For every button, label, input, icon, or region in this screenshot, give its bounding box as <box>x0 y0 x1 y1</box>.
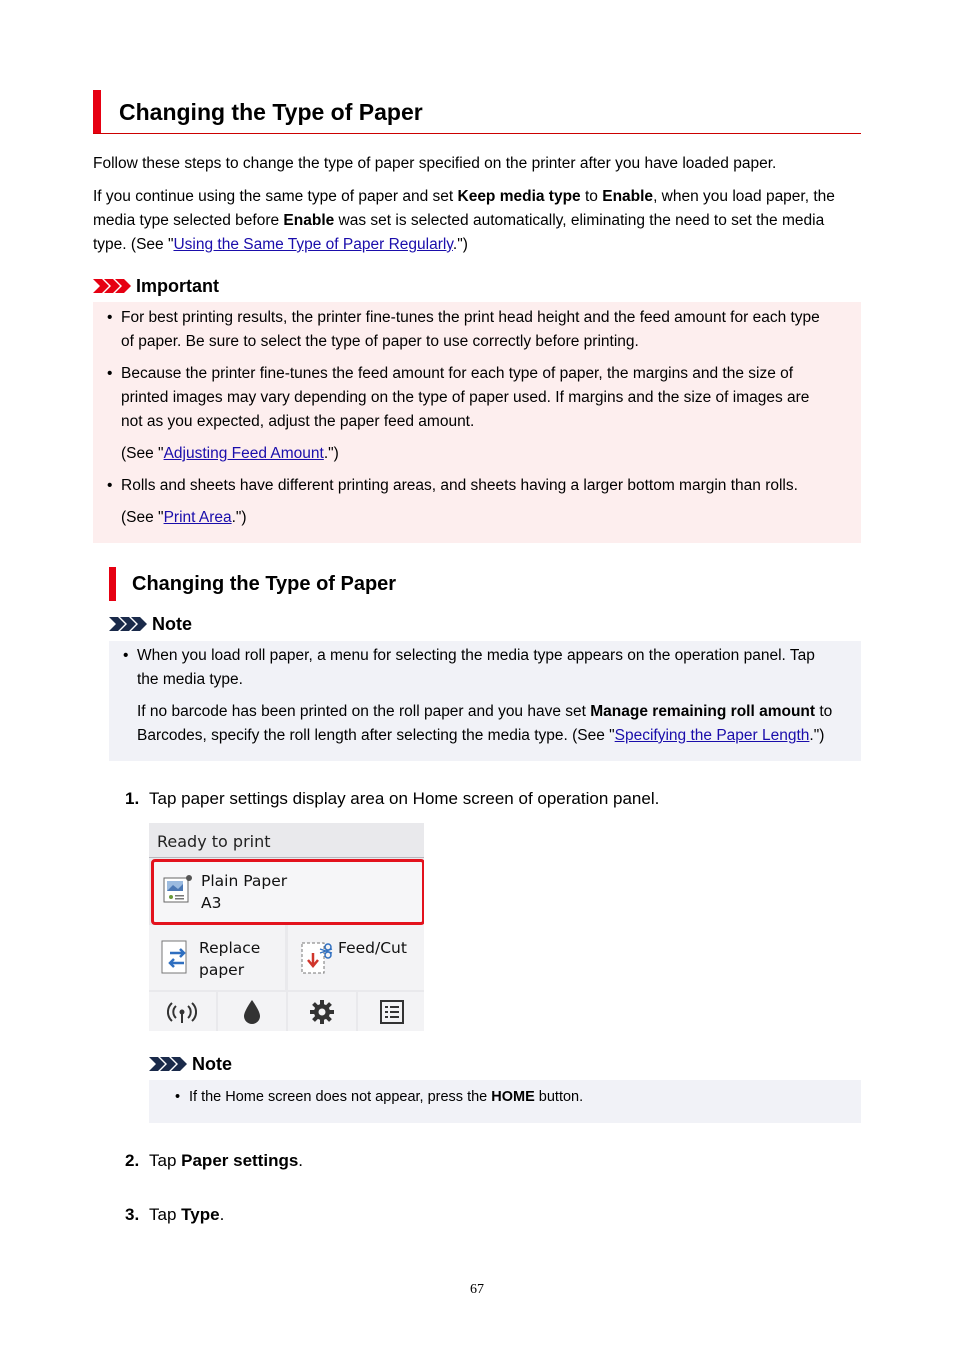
wifi-icon <box>167 1000 197 1024</box>
note-2-item: • If the Home screen does not appear, press the HOME button. <box>175 1089 584 1105</box>
heading-accent-bar <box>93 90 101 133</box>
important-chevrons-icon <box>93 278 133 294</box>
paper-roll-icon <box>162 872 192 906</box>
settings-button[interactable] <box>288 992 356 1031</box>
paper-size: A3 <box>201 894 222 912</box>
paper-settings-area[interactable] <box>151 859 424 925</box>
important-item-3-see: (See "Print Area.") <box>121 509 247 526</box>
replace-label-line1: Replace <box>199 939 261 957</box>
paper-type: Plain Paper <box>201 872 288 890</box>
intro-paragraph-1: Follow these steps to change the type of paper specified on the printer after you have loaded paper. <box>93 155 777 172</box>
replace-paper-button[interactable] <box>149 925 285 990</box>
link-specifying-paper-length[interactable]: Specifying the Paper Length <box>614 727 810 744</box>
job-list-button[interactable] <box>358 992 424 1031</box>
link-same-type-paper[interactable]: Using the Same Type of Paper Regularly <box>173 236 453 253</box>
page-heading <box>93 90 861 134</box>
link-adjusting-feed-amount[interactable]: Adjusting Feed Amount <box>163 445 324 462</box>
ink-button[interactable] <box>218 992 286 1031</box>
page-title: Changing the Type of Paper <box>119 99 423 125</box>
note-item-1: • When you load roll paper, a menu for selecting the media type appears on the operation panel. Tap the media type. <box>123 647 815 688</box>
gear-icon <box>309 999 335 1025</box>
wifi-button[interactable] <box>149 992 216 1031</box>
list-icon <box>379 999 405 1025</box>
feed-cut-label: Feed/Cut <box>338 939 407 957</box>
feed-cut-icon <box>300 939 334 979</box>
note-chevrons-icon <box>149 1056 189 1072</box>
important-item-3: • Rolls and sheets have different printing areas, and sheets having a larger bottom margin than rolls. <box>107 477 798 494</box>
intro-paragraph-2: If you continue using the same type of paper and set Keep media type to Enable, when you load paper, the media type selected before Enable was set is selected automatically, eliminating the need to set the media type. (See "Using the Same Type of Paper Regularly.") <box>93 188 835 253</box>
operation-panel-screenshot <box>149 823 424 1031</box>
important-item-1: • For best printing results, the printer fine-tunes the print head height and the feed amount for each type of paper. Be sure to select the type of paper to use correctly before printing. <box>107 309 820 350</box>
important-item-2: • Because the printer fine-tunes the feed amount for each type of paper, the margins and the size of printed images may vary depending on the type of paper used. If margins and the size of images are not as you expected, adjust the paper feed amount. <box>107 365 810 430</box>
status-text: Ready to print <box>157 832 271 851</box>
note-chevrons-icon <box>109 616 149 632</box>
page-number: 67 <box>470 1282 484 1297</box>
link-print-area[interactable]: Print Area <box>163 509 232 526</box>
important-item-2-see: (See "Adjusting Feed Amount.") <box>121 445 339 462</box>
ink-drop-icon <box>242 999 262 1025</box>
replace-label-line2: paper <box>199 961 245 979</box>
section-accent-bar <box>109 567 116 601</box>
feed-cut-button[interactable] <box>288 925 424 990</box>
section-title: Changing the Type of Paper <box>132 573 397 595</box>
replace-paper-icon <box>160 939 192 979</box>
note-item-1-detail: If no barcode has been printed on the roll paper and you have set Manage remaining roll amount to Barcodes, specify the roll length after selecting the media type. (See "Specifying the Paper Length.") <box>137 703 833 744</box>
